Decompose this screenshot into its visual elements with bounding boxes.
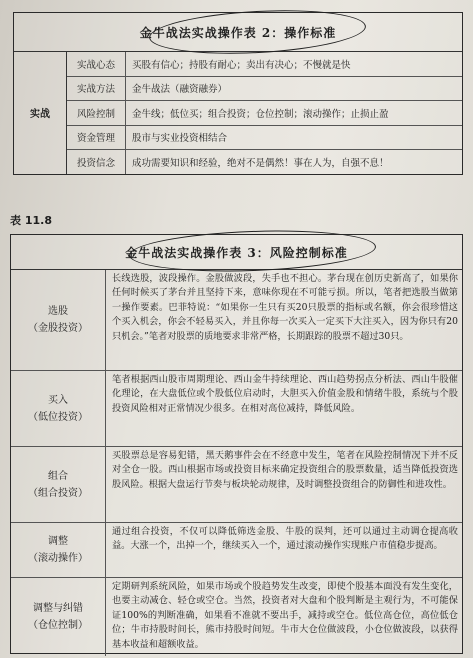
row-value: 买股票总是容易犯错，黑天鹅事件会在不经意中发生，笔者在风险控制情况下并不反对全仓一股。西山根据市场或投资目标来确定投资组合的股票数量，适当降低投资选股风险。根据大盘运行节奏与板块轮动规律，及时调整投资组合的防御性和进攻性。 [112,450,458,490]
row-value: 金牛线；低位买；组合投资；仓位控制；滚动操作；止损止盈 [132,108,389,120]
table2-title-row [11,235,462,270]
row-value: 股市与实业投资相结合 [132,133,228,145]
row-value: 金牛战法（融资融券） [132,84,228,96]
row-key-main: 买入 [48,394,68,406]
row-value: 买股有信心；持股有耐心；卖出有决心；不慢就是快 [132,59,351,71]
row-key-main: 组合 [48,470,68,482]
table1-title-row [14,13,462,52]
table-row [11,270,462,371]
row-value: 长线选股，波段操作。金股做波段，失手也不担心。茅台现在创历史新高了，如果你任何时候买了茅台并且坚持下来，意味你现在不可能亏损。所以，笔者把选股当做第一操作要素。巴菲特说：“如果你一生只有买20只股票的指标或名额，你会很珍惜这个买入机会，你会不轻易买入，并且你每一次买入一定买下大注买入，因为你只有20只机会。”笔者对股票的质地要求非常严格，长期跟踪的股票不超过30只。 [112,273,458,342]
row-key-sub: （低位投资） [28,411,88,423]
row-key: 资金管理 [67,126,126,150]
row-key-sub: （滚动操作） [28,553,88,564]
row-key: 实战方法 [67,77,126,101]
row-key-main: 选股 [48,306,68,317]
table-row [11,523,462,578]
row-key [11,578,106,656]
row-key: 风险控制 [67,101,126,125]
table-row [67,77,462,102]
row-value: 成功需要知识和经验，绝对不是偶然！事在人为，自强不息！ [132,157,389,169]
table1-side-label: 实战 [14,52,67,174]
row-key: 投资信念 [67,150,126,174]
hand-drawn-circle [148,5,367,58]
risk-control-table [10,234,463,654]
hand-drawn-circle [128,227,376,276]
row-key [11,371,106,446]
row-key-sub: （金股投资） [28,323,88,334]
row-value: 笔者根据西山股市周期理论、西山金牛持续理论、西山趋势拐点分析法、西山牛股催化理论，在大盘低位或个股低位启动时，大胆买入价值金股和情绪牛股，系统与个股投资风险相对正常情况少很多。在相对高位减持，降低风险。 [112,374,458,414]
table1-title: 金牛战法实战操作表 2：操作标准 [139,25,337,40]
table-caption: 表 11.8 [10,214,52,227]
table-row [11,371,462,447]
row-key-main: 调整 [48,536,68,547]
row-key-main: 调整与纠错 [33,603,83,614]
table-row [11,447,462,523]
table-row [67,101,462,126]
table-row [67,52,462,77]
row-key: 实战心态 [67,52,126,76]
row-value: 定期研判系统风险，如果市场或个股趋势发生改变，即使个股基本面没有发生变化，也要主动减仓、轻仓或空仓。当然，投资者对大盘和个股判断是主观行为，不可能保证100%的判断准确，如果看不准就不要出手，减持或空仓。低位高仓位，高位低仓位；牛市持股时间长，熊市持股时间短。牛市大仓位做波段，小仓位做波段，以获得基本收益和超额收益。 [112,581,458,650]
table-row [11,578,462,656]
row-key [11,447,106,522]
table-row [67,126,462,151]
table-row [67,150,462,174]
operation-standard-table [13,12,463,175]
row-key [11,523,106,577]
row-value: 通过组合投资，不仅可以降低筛选金股、牛股的误判，还可以通过主动调仓提高收益。大涨一个，出掉一个，继续买入一个，通过滚动操作实现账户市值稳步提高。 [112,526,458,552]
row-key [11,270,106,370]
table2-title: 金牛战法实战操作表 3：风险控制标准 [125,245,348,260]
row-key-sub: （组合投资） [28,487,88,499]
row-key-sub: （仓位控制） [28,620,88,631]
